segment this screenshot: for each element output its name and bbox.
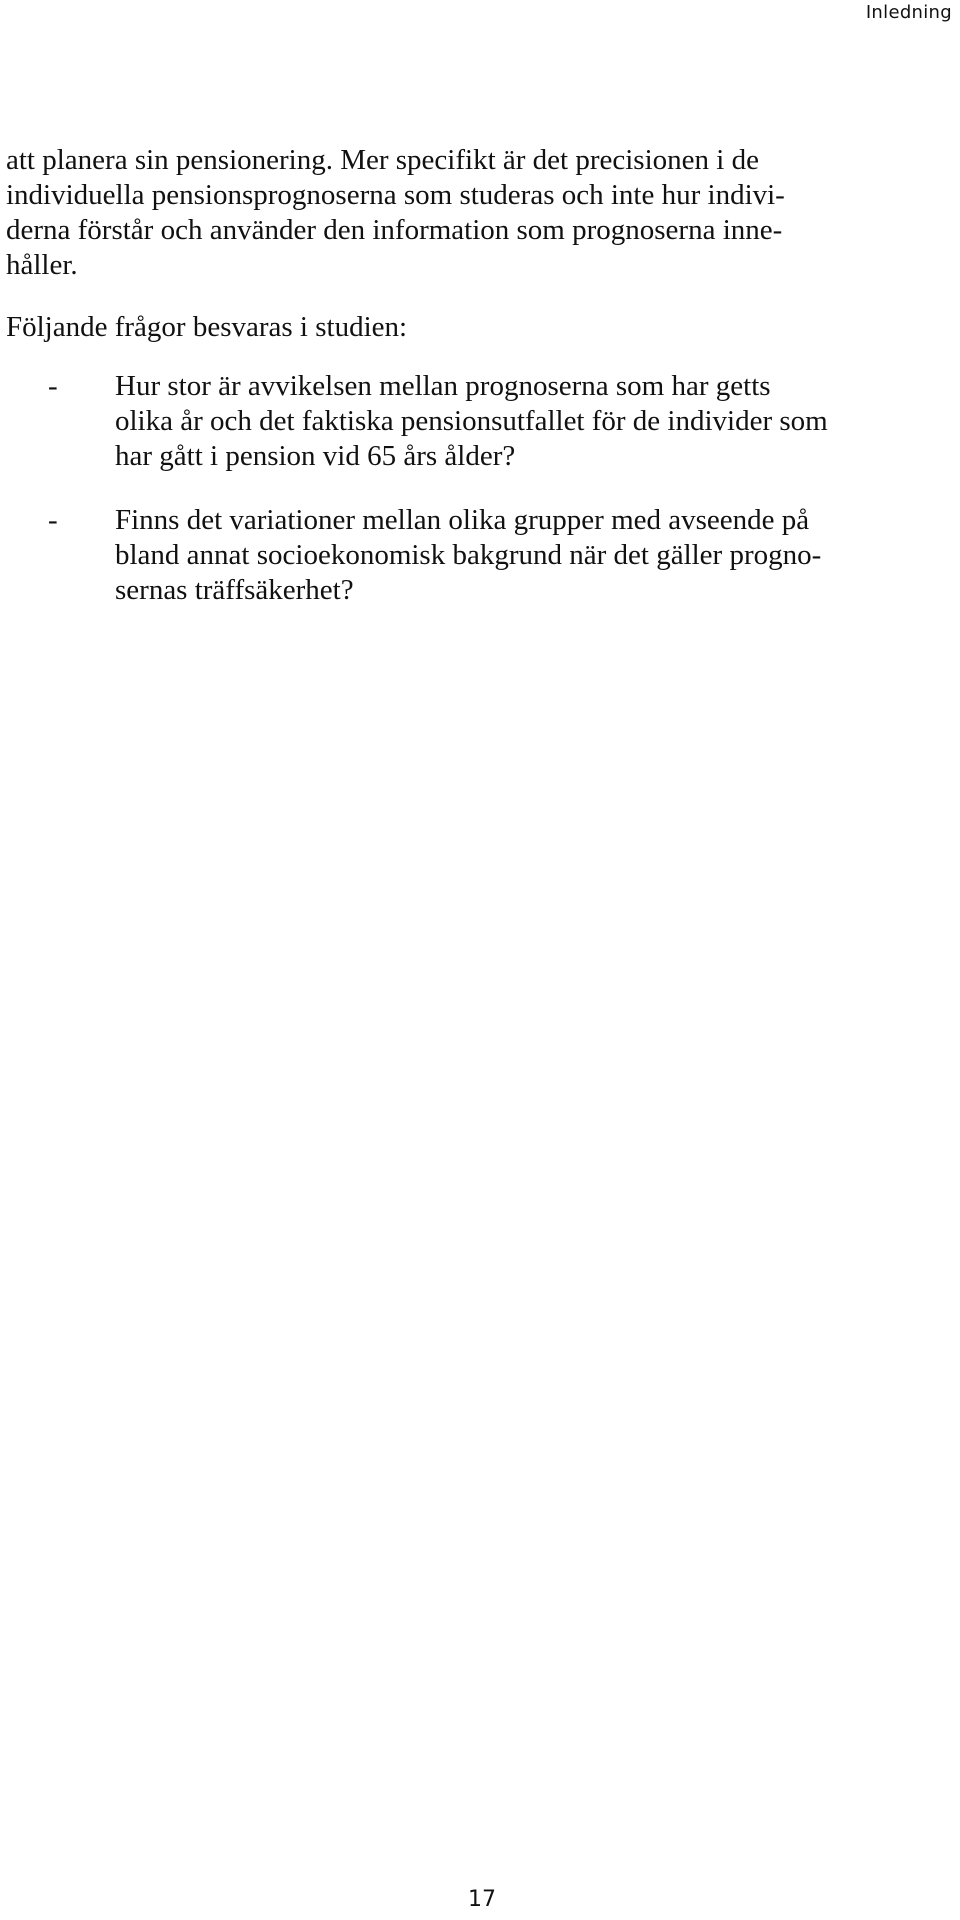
questions-lead: Följande frågor besvaras i studien:	[6, 311, 408, 343]
question-line: har gått i pension vid 65 års ålder?	[115, 440, 516, 472]
paragraph-line: derna förstår och använder den information som prognoserna inne-	[6, 214, 783, 246]
question-line: olika år och det faktiska pensionsutfallet för de individer som	[115, 405, 828, 437]
question-line: Finns det variationer mellan olika grupper med avseende på	[115, 504, 810, 536]
question-line: bland annat socioekonomisk bakgrund när det gäller progno-	[115, 539, 822, 571]
list-bullet: -	[48, 504, 58, 536]
body-text	[6, 143, 956, 608]
question-item-1	[6, 369, 956, 474]
question-item-2	[6, 503, 956, 608]
intro-paragraph	[6, 143, 956, 283]
running-header: Inledning	[865, 2, 952, 23]
question-line: Hur stor är avvikelsen mellan prognoserna som har getts	[115, 370, 771, 402]
question-list	[6, 369, 956, 608]
paragraph-line: håller.	[6, 249, 78, 281]
list-bullet: -	[48, 370, 58, 402]
question-line: sernas träffsäkerhet?	[115, 574, 354, 606]
page-number: 17	[468, 1887, 496, 1912]
paragraph-line: individuella pensionsprognoserna som studeras och inte hur indivi-	[6, 179, 785, 211]
paragraph-line: att planera sin pensionering. Mer specifikt är det precisionen i de	[6, 144, 759, 176]
